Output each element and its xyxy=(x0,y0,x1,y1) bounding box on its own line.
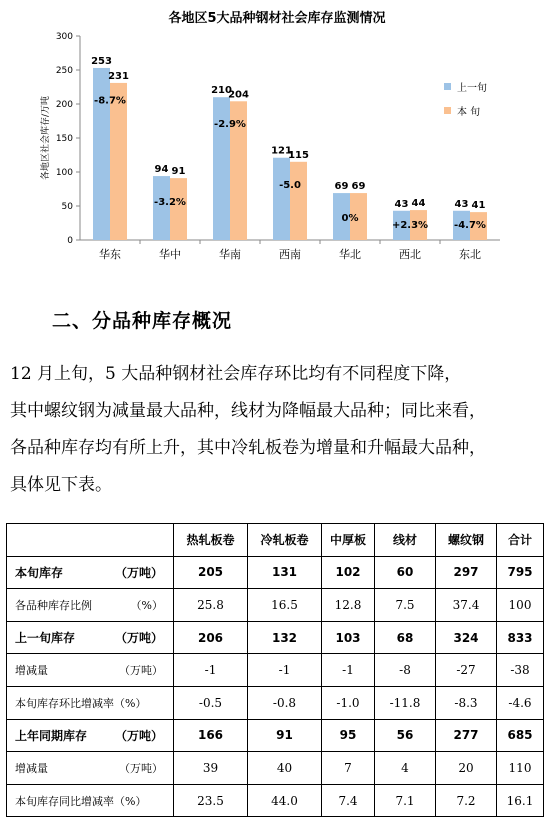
bar-value-label: 231 xyxy=(108,70,129,82)
row-label-text: 上一旬库存 xyxy=(15,631,76,646)
table-header-cell: 线材 xyxy=(375,524,436,557)
table-cell: 40 xyxy=(248,752,322,785)
row-label-text: 本旬库存环比增减率（%） xyxy=(15,696,147,710)
x-tick-label: 东北 xyxy=(459,248,481,261)
section-title: 二、分品种库存概况 xyxy=(52,310,233,332)
table-header-cell: 螺纹钢 xyxy=(436,524,497,557)
x-tick-label: 华南 xyxy=(219,248,241,261)
table-cell: -0.8 xyxy=(248,686,322,719)
legend-label: 本 旬 xyxy=(457,107,481,118)
chart-y-axis-label: 各地区社会库存/万吨 xyxy=(41,95,51,181)
change-label: -2.9% xyxy=(214,119,246,131)
paragraph-line: 各品种库存均有所上升，其中冷轧板卷为增量和升幅最大品种， xyxy=(10,438,486,458)
table-cell: 166 xyxy=(174,719,248,752)
row-unit: （万吨） xyxy=(119,761,163,775)
table-header-cell: 合计 xyxy=(497,524,544,557)
table-cell: 277 xyxy=(436,719,497,752)
bar xyxy=(290,162,307,240)
table-row xyxy=(7,752,544,785)
table-cell: 7.1 xyxy=(375,784,436,817)
bar xyxy=(170,178,187,240)
table-cell: 91 xyxy=(248,719,322,752)
row-label-text: 各品种库存比例 xyxy=(15,598,92,612)
table-header-cell: 冷轧板卷 xyxy=(248,524,322,557)
row-label xyxy=(7,719,174,752)
x-tick-label: 华东 xyxy=(99,248,121,261)
bar-value-label: 69 xyxy=(334,181,349,193)
legend-swatch xyxy=(444,83,451,90)
table-row xyxy=(7,654,544,687)
row-label xyxy=(7,556,174,589)
y-tick-label: 300 xyxy=(55,32,73,42)
change-label: +2.3% xyxy=(391,220,429,231)
x-tick-label: 西北 xyxy=(399,248,421,261)
table-cell: 100 xyxy=(497,589,544,622)
bar xyxy=(273,158,290,240)
table-header-row xyxy=(7,524,544,557)
row-label xyxy=(7,686,174,719)
bar-value-label: 43 xyxy=(394,198,409,210)
table-cell: 205 xyxy=(174,556,248,589)
y-tick-label: 250 xyxy=(55,66,73,76)
bar-value-label: 41 xyxy=(471,200,486,212)
table-cell: 20 xyxy=(436,752,497,785)
table-row xyxy=(7,556,544,589)
bar-value-label: 253 xyxy=(91,55,112,67)
summary-paragraph xyxy=(10,356,546,504)
table-cell: 833 xyxy=(497,621,544,654)
change-label: -8.7% xyxy=(94,95,126,107)
table-cell: 110 xyxy=(497,752,544,785)
table-cell: 324 xyxy=(436,621,497,654)
table-cell: -1 xyxy=(174,654,248,687)
chart-legend xyxy=(444,81,487,118)
row-label xyxy=(7,589,174,622)
table-cell: 44.0 xyxy=(248,784,322,817)
table-cell: 95 xyxy=(322,719,375,752)
table-cell: 7.2 xyxy=(436,784,497,817)
x-tick-label: 华中 xyxy=(159,248,181,261)
inventory-table xyxy=(6,523,544,817)
row-label-text: 增减量 xyxy=(15,761,48,775)
bar xyxy=(93,68,110,240)
table-header-cell xyxy=(7,524,174,557)
table-cell: 16.5 xyxy=(248,589,322,622)
row-label-text: 增减量 xyxy=(15,664,48,678)
table-cell: 39 xyxy=(174,752,248,785)
y-tick-label: 0 xyxy=(67,236,73,246)
x-tick-label: 西南 xyxy=(279,248,301,261)
row-label-text: 本旬库存同比增减率（%） xyxy=(15,794,147,808)
table-cell: 25.8 xyxy=(174,589,248,622)
table-cell: -1 xyxy=(248,654,322,687)
bar-value-label: 115 xyxy=(288,149,309,161)
bar-value-label: 204 xyxy=(228,89,249,101)
table-cell: 297 xyxy=(436,556,497,589)
change-label: -4.7% xyxy=(454,220,486,231)
row-label-text: 本旬库存 xyxy=(15,565,64,580)
table-cell: 131 xyxy=(248,556,322,589)
table-cell: 7 xyxy=(322,752,375,785)
bar-value-label: 43 xyxy=(454,198,469,210)
table-cell: -0.5 xyxy=(174,686,248,719)
legend-swatch xyxy=(444,107,451,114)
table-cell: 4 xyxy=(375,752,436,785)
table-cell: -4.6 xyxy=(497,686,544,719)
row-label xyxy=(7,654,174,687)
table-cell: 37.4 xyxy=(436,589,497,622)
row-label xyxy=(7,784,174,817)
y-tick-label: 50 xyxy=(61,202,73,212)
paragraph-line: 12 月上旬，5 大品种钢材社会库存环比均有不同程度下降， xyxy=(10,364,462,384)
table-cell: -8 xyxy=(375,654,436,687)
y-tick-label: 200 xyxy=(55,100,73,110)
bar-value-label: 69 xyxy=(351,181,366,193)
table-cell: 23.5 xyxy=(174,784,248,817)
table-header-cell: 中厚板 xyxy=(322,524,375,557)
table-cell: -38 xyxy=(497,654,544,687)
chart-title: 各地区5大品种钢材社会库存监测情况 xyxy=(168,11,386,26)
table-row xyxy=(7,621,544,654)
table-cell: 68 xyxy=(375,621,436,654)
bar-value-label: 210 xyxy=(211,85,232,97)
bar-value-label: 121 xyxy=(271,145,292,157)
table-cell: 795 xyxy=(497,556,544,589)
x-tick-label: 华北 xyxy=(339,248,361,261)
bar-value-label: 91 xyxy=(171,166,186,178)
table-cell: 685 xyxy=(497,719,544,752)
inventory-bar-chart xyxy=(0,0,550,290)
table-cell: 56 xyxy=(375,719,436,752)
table-row xyxy=(7,784,544,817)
table-cell: 7.5 xyxy=(375,589,436,622)
table-cell: -8.3 xyxy=(436,686,497,719)
change-label: -5.0 xyxy=(279,179,301,191)
row-label xyxy=(7,621,174,654)
legend-label: 上一旬 xyxy=(457,83,487,94)
row-label xyxy=(7,752,174,785)
table-cell: 103 xyxy=(322,621,375,654)
y-tick-label: 150 xyxy=(55,134,73,144)
paragraph-line: 具体见下表。 xyxy=(10,475,112,495)
paragraph-line: 其中螺纹钢为减量最大品种，线材为降幅最大品种；同比来看， xyxy=(10,401,486,421)
change-label: 0% xyxy=(341,213,359,225)
table-cell: 102 xyxy=(322,556,375,589)
table-cell: 132 xyxy=(248,621,322,654)
y-tick-label: 100 xyxy=(55,168,73,178)
table-cell: 206 xyxy=(174,621,248,654)
table-cell: 16.1 xyxy=(497,784,544,817)
table-cell: 12.8 xyxy=(322,589,375,622)
table-cell: -11.8 xyxy=(375,686,436,719)
table-cell: -27 xyxy=(436,654,497,687)
table-row xyxy=(7,589,544,622)
table-cell: 7.4 xyxy=(322,784,375,817)
bar-value-label: 94 xyxy=(154,164,169,176)
table-row xyxy=(7,719,544,752)
bar-value-label: 44 xyxy=(411,198,426,210)
row-unit: （%） xyxy=(130,598,163,612)
table-cell: -1.0 xyxy=(322,686,375,719)
table-row xyxy=(7,686,544,719)
row-unit: （万吨） xyxy=(119,664,163,678)
row-label-text: 上年同期库存 xyxy=(15,728,88,743)
row-unit: （万吨） xyxy=(114,565,163,580)
table-cell: -1 xyxy=(322,654,375,687)
row-unit: （万吨） xyxy=(114,728,163,743)
row-unit: （万吨） xyxy=(114,631,163,646)
bar xyxy=(110,83,127,240)
table-cell: 60 xyxy=(375,556,436,589)
table-header-cell: 热轧板卷 xyxy=(174,524,248,557)
change-label: -3.2% xyxy=(154,197,186,209)
